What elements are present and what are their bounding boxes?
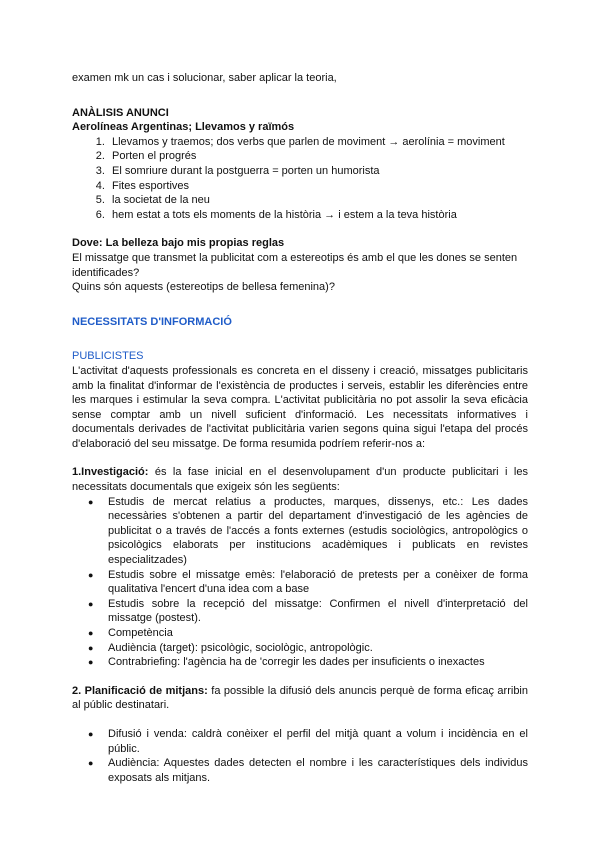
list-item-text: Difusió i venda: caldrà conèixer el perfil del mitjà quant a volum i incidència en el públic.	[108, 727, 528, 755]
dove-question-2: Quins són aquests (estereotips de bellesa femenina)?	[72, 281, 335, 294]
list-item	[88, 568, 528, 597]
planificacio-list	[72, 727, 528, 785]
bullet-icon: ●	[88, 628, 94, 638]
bullet-icon: ●	[88, 758, 94, 769]
list-item: 3. El somriure durant la postguerra = porten un humorista	[108, 164, 528, 179]
list-item-text: Audiència (target): psicològic, sociològic, antropològic.	[108, 641, 373, 654]
bullet-icon: ●	[88, 657, 94, 668]
analisis-title: ANÀLISIS ANUNCI	[72, 106, 169, 119]
bullet-icon: ●	[88, 569, 94, 580]
list-item	[88, 597, 528, 626]
analisis-subtitle: Aerolíneas Argentinas; Llevamos y raïmós	[72, 121, 295, 134]
bullet-icon: ●	[88, 642, 94, 653]
investigacio-label: 1.Investigació:	[72, 466, 149, 479]
planificacio-label: 2. Planificació de mitjans:	[72, 684, 208, 697]
publicistes-paragraph: L'activitat d'aquests professionals es concreta en el disseny i creació, missatges publicitaris amb la finalitat d'informar de l'existència de productes i serveis, establir les diferències entre les marques i estimular la seva compra. L'activitat publicitària no pot assolir la seva eficàcia sense comptar amb un nivell suficient d'informació. Les necessitats informatives i documentals derivades de l'activitat publicitària varien segons quina sigui l'etapa del procés d'elaboració del seu missatge. De forma resumida podríem referir-nos a:	[72, 364, 528, 450]
list-item-text: Estudis de mercat relatius a productes, marques, dissenys, etc.: Les dades necessàries s'obtenen a partir del departament d'investigació de les agències de publicitat o a través de l'accés a fonts externes (estudis sociològics, antropològics o psicològics elaborats per institucions acadèmiques i publicats en revistes especialitzades)	[108, 495, 528, 567]
list-item	[88, 756, 528, 785]
bullet-icon: ●	[88, 598, 94, 609]
list-item-text: Audiència: Aquestes dades detecten el nombre i les característiques dels individus exposats als mitjans.	[108, 757, 528, 784]
list-item: 4. Fites esportives	[108, 179, 528, 194]
investigacio-paragraph	[72, 465, 528, 494]
list-item-text: Estudis sobre la recepció del missatge: Confirmen el nivell d'interpretació del missatge (postest).	[108, 597, 528, 625]
planificacio-text: fa possible la difusió dels anuncis perquè de forma eficaç arribin al públic destinatari.	[72, 684, 528, 712]
planificacio-paragraph	[72, 684, 528, 713]
analisis-list	[72, 135, 528, 223]
list-item	[88, 727, 528, 756]
investigacio-list	[72, 495, 528, 670]
list-item	[88, 655, 528, 670]
dove-title: Dove: La belleza bajo mis propias reglas	[72, 237, 285, 250]
intro-line: examen mk un cas i solucionar, saber aplicar la teoria,	[72, 72, 337, 84]
list-item	[88, 495, 528, 568]
list-item: 6. hem estat a tots els moments de la història → i estem a la teva història	[108, 208, 528, 223]
document-content	[72, 71, 528, 785]
bullet-icon: ●	[88, 728, 94, 739]
list-item-text: Estudis sobre el missatge emès: l'elaboració de pretests per a conèixer de forma qualitativa l'encert d'una idea com a base	[108, 568, 528, 596]
list-item: 1. Llevamos y traemos; dos verbs que parlen de moviment → aerolínia = moviment	[108, 135, 528, 150]
list-item-text: Contrabriefing: l'agència ha de 'corregir les dades per insuficients o inexactes	[108, 656, 485, 669]
necessitats-title: NECESSITATS D'INFORMACIÓ	[72, 315, 232, 328]
bullet-icon: ●	[88, 496, 94, 507]
investigacio-text: és la fase inicial en el desenvolupament d'un producte publicitari i les necessitats documentals que exigeix són les següents:	[72, 466, 528, 494]
list-item: 2. Porten el progrés	[108, 149, 528, 164]
publicistes-title: PUBLICISTES	[72, 350, 144, 363]
list-item	[88, 641, 528, 656]
list-item-text: Competència	[108, 627, 173, 639]
list-item: 5. la societat de la neu	[108, 193, 528, 208]
dove-question-1: El missatge que transmet la publicitat com a estereotips és amb el que les dones se senten identificades?	[72, 251, 518, 279]
list-item	[88, 626, 528, 641]
